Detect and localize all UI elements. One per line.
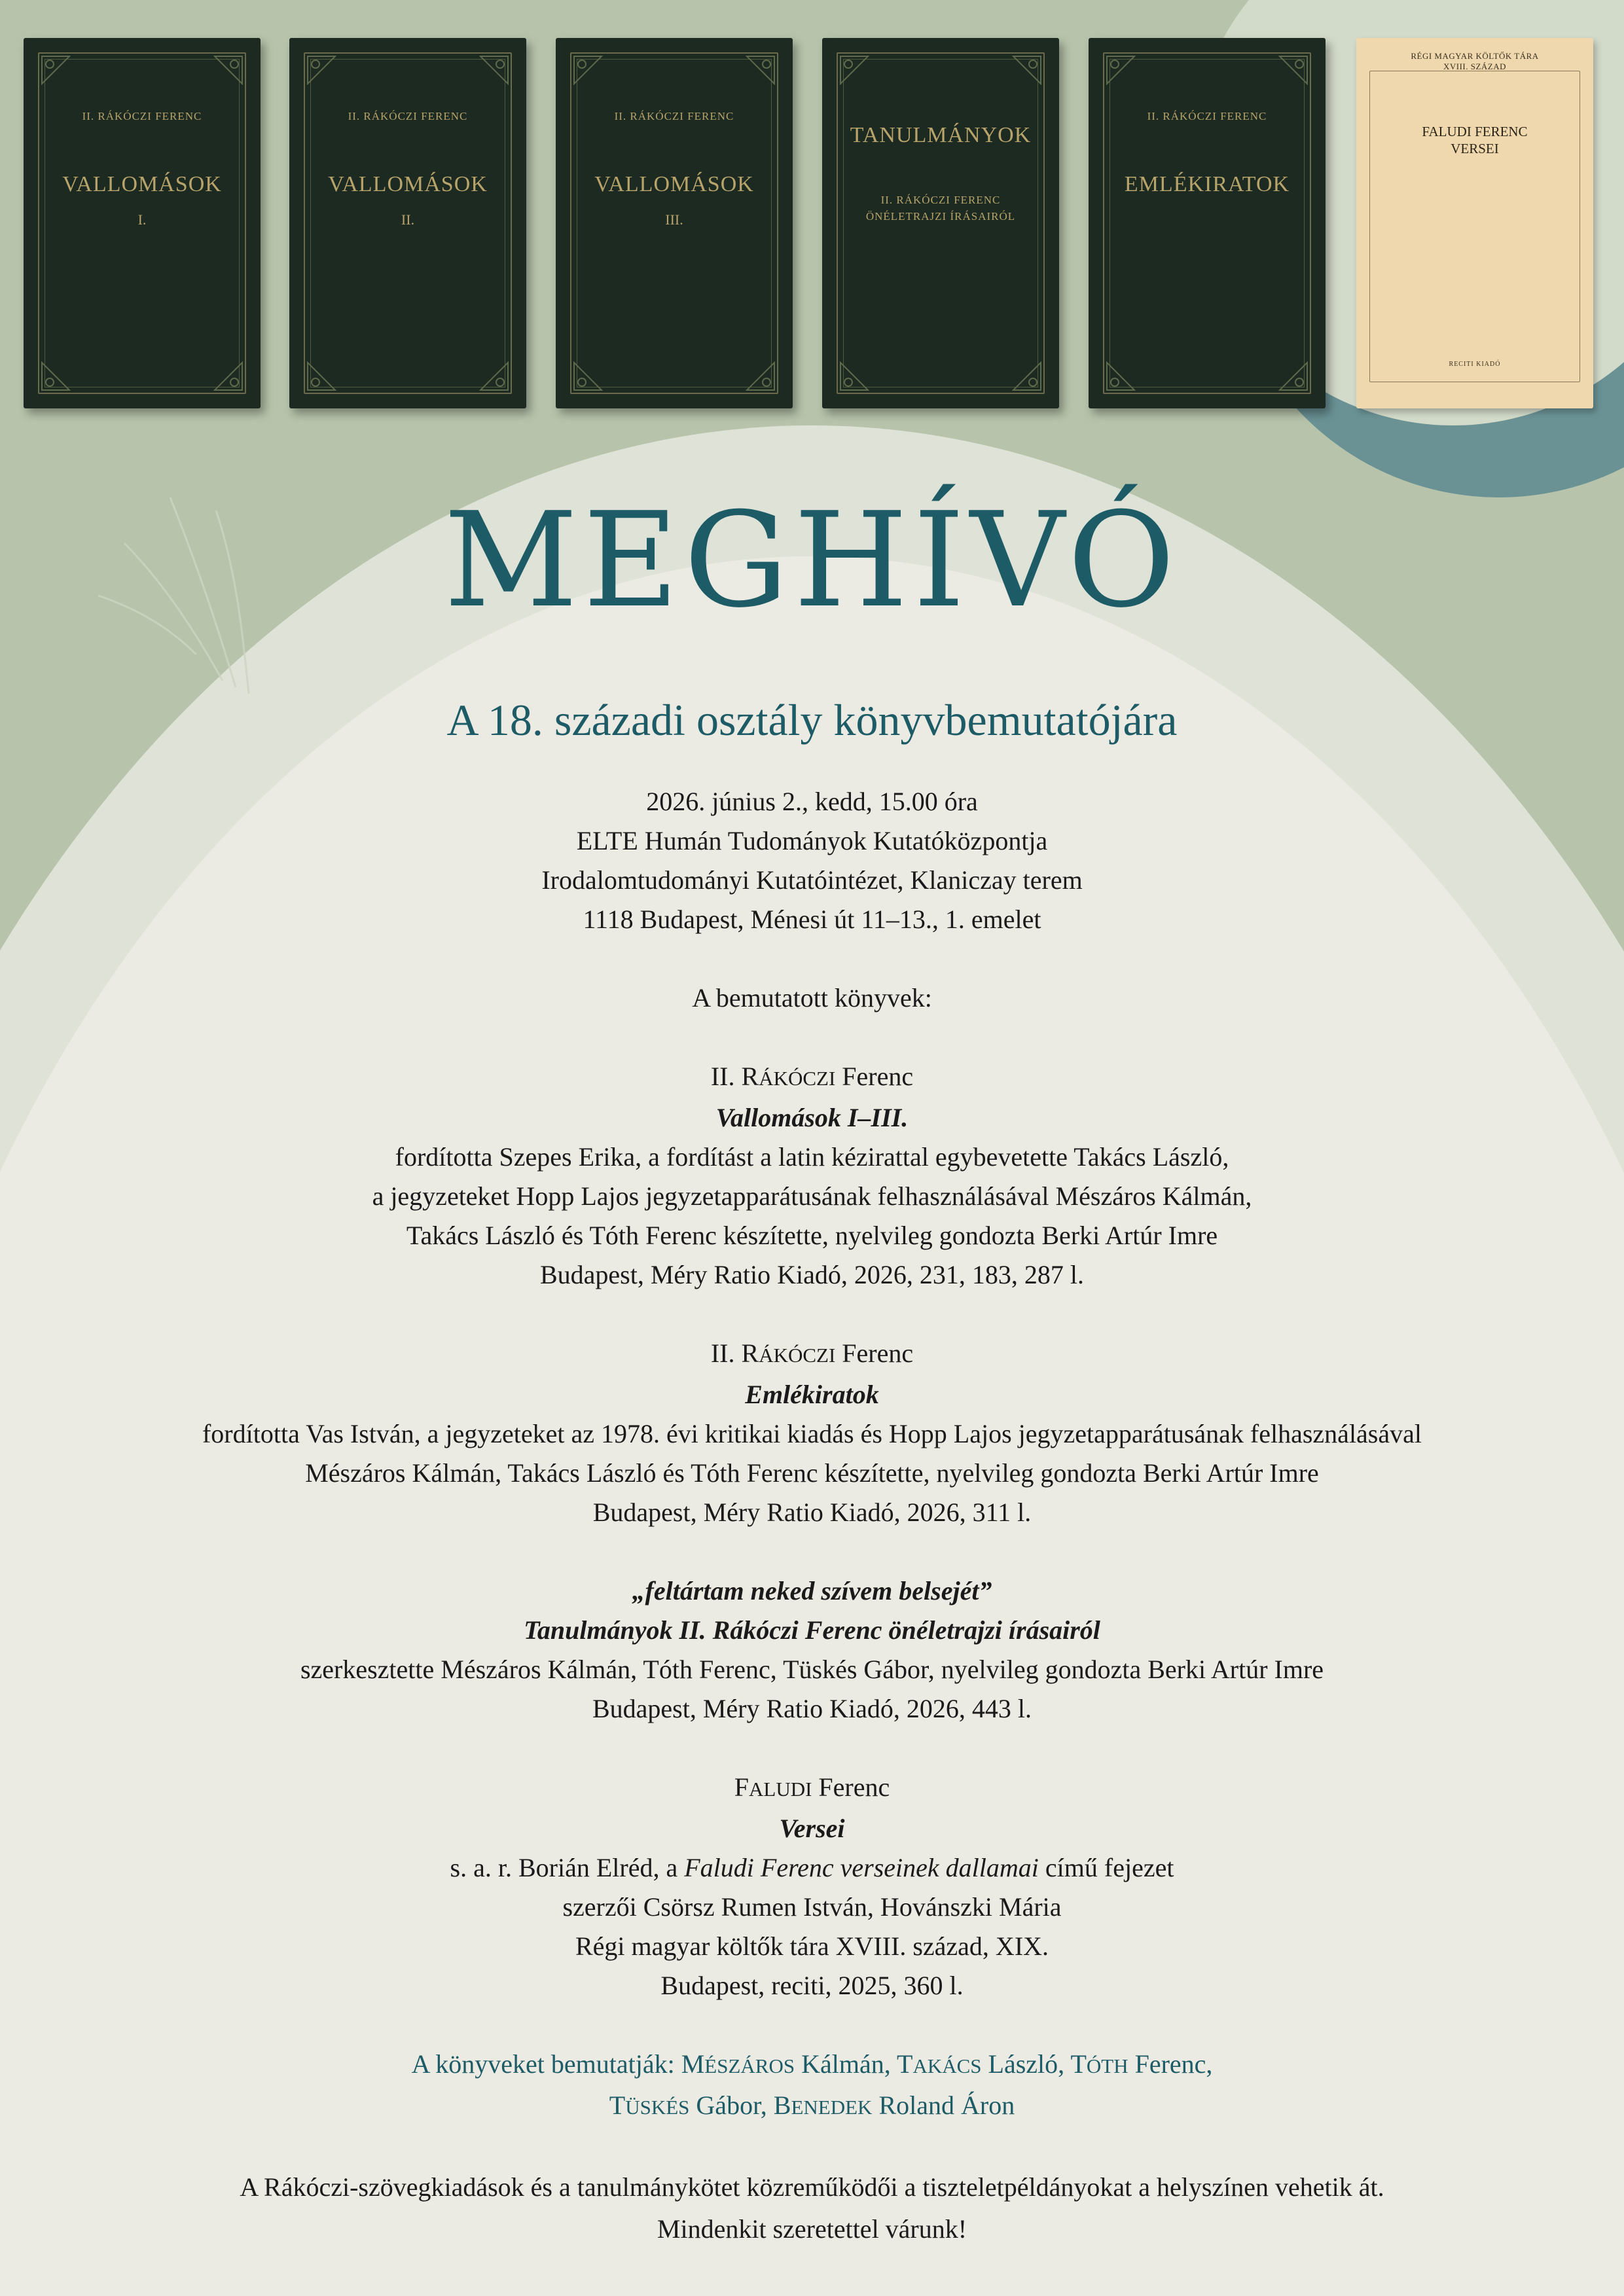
series-line: RÉGI MAGYAR KÖLTŐK TÁRA	[1411, 51, 1539, 61]
presenters-line: A könyveket bemutatják: MÉSZÁROS Kálmán, TAKÁCS László, TÓTH Ferenc,	[411, 2049, 1213, 2079]
entry-author: II. RÁKÓCZI Ferenc	[710, 1338, 914, 1368]
entry-author: FALUDI Ferenc	[734, 1772, 890, 1802]
page-title: MEGHÍVÓ	[444, 484, 1180, 637]
ornament-icon	[1106, 55, 1136, 85]
book-entry-vallomasok	[52, 1057, 1572, 1295]
book-cover-emlekiratok	[1089, 38, 1326, 408]
book-cover-faludi	[1356, 38, 1593, 408]
book-author: II. RÁKÓCZI FERENC	[1147, 110, 1267, 122]
entry-title: Vallomások I–III.	[715, 1103, 909, 1132]
page-subtitle: A 18. századi osztály könyvbemutatójára	[446, 695, 1178, 745]
welcome-note: Mindenkit szeretettel várunk!	[657, 2214, 967, 2244]
entry-line: a jegyzeteket Hopp Lajos jegyzetapparátusának felhasználásával Mészáros Kálmán,	[372, 1181, 1252, 1211]
book-title: VALLOMÁSOK	[62, 172, 222, 196]
book-cover-vallomasok-3	[556, 38, 793, 408]
presenters	[52, 2045, 1572, 2127]
book-author: II. RÁKÓCZI FERENC	[348, 110, 468, 122]
book-author: II. RÁKÓCZI FERENC	[82, 110, 202, 122]
entry-title: Versei	[779, 1814, 845, 1843]
event-institution: ELTE Humán Tudományok Kutatóközpontja	[576, 826, 1048, 855]
entry-line: Budapest, Méry Ratio Kiadó, 2026, 443 l.	[592, 1694, 1032, 1723]
entry-line: fordította Szepes Erika, a fordítást a latin kézirattal egybevetette Takács László,	[395, 1142, 1229, 1172]
entry-line: szerzői Csörsz Rumen István, Hovánszki Mária	[562, 1892, 1062, 1922]
book-entry-emlekiratok	[52, 1334, 1572, 1532]
book-cover-tanulmanyok	[822, 38, 1059, 408]
book-cover-vallomasok-1	[24, 38, 261, 408]
entry-line: Budapest, reciti, 2025, 360 l.	[660, 1971, 964, 2000]
entry-line: Mészáros Kálmán, Takács László és Tóth Ferenc készítette, nyelvileg gondozta Berki Artúr Imre	[305, 1458, 1319, 1488]
entry-line: Régi magyar költők tára XVIII. század, XIX.	[575, 1931, 1049, 1961]
entry-line: Budapest, Méry Ratio Kiadó, 2026, 311 l.	[592, 1498, 1032, 1527]
book-cover-vallomasok-2	[289, 38, 526, 408]
book-title	[1356, 123, 1593, 157]
book-subtitle: II. RÁKÓCZI FERENC ÖNÉLETRAJZI ÍRÁSAIRÓL	[865, 194, 1016, 223]
entry-line: fordította Vas István, a jegyzeteket az 1978. évi kritikai kiadás és Hopp Lajos jegyzetapparátusának felhasználásával	[202, 1419, 1422, 1448]
closing-note: A Rákóczi-szövegkiadások és a tanulmánykötet közreműködői a tiszteletpéldányokat a helyszínen vehetik át.	[240, 2172, 1384, 2202]
entry-quote-title: „feltártam neked szívem belsejét”	[632, 1576, 992, 1605]
entry-title: Emlékiratok	[745, 1380, 879, 1409]
book-title: VALLOMÁSOK	[328, 172, 488, 196]
book-title: TANULMÁNYOK	[850, 123, 1032, 147]
title-line: FALUDI FERENC	[1422, 124, 1528, 139]
books-heading: A bemutatott könyvek:	[692, 983, 932, 1013]
book-series	[1356, 51, 1593, 72]
book-entry-faludi	[52, 1768, 1572, 2005]
event-datetime: 2026. június 2., kedd, 15.00 óra	[646, 787, 978, 816]
book-volume: II.	[401, 211, 415, 228]
book-volume: I.	[137, 211, 147, 228]
book-entry-tanulmanyok	[52, 1571, 1572, 1729]
title-line: VERSEI	[1451, 141, 1499, 156]
invitation-body	[52, 782, 1572, 2250]
event-address: 1118 Budapest, Ménesi út 11–13., 1. emelet	[583, 905, 1041, 934]
ornament-icon	[306, 55, 336, 85]
book-publisher: RECITI KIADÓ	[1449, 361, 1501, 368]
event-details	[52, 782, 1572, 939]
series-line: XVIII. SZÁZAD	[1443, 62, 1507, 71]
entry-line: s. a. r. Borián Elréd, a Faludi Ferenc verseinek dallamai című fejezet	[450, 1853, 1174, 1882]
event-room: Irodalomtudományi Kutatóintézet, Klaniczay terem	[541, 865, 1083, 895]
entry-author: II. RÁKÓCZI Ferenc	[710, 1062, 914, 1091]
book-covers	[0, 38, 1624, 411]
entry-line: Budapest, Méry Ratio Kiadó, 2026, 231, 183, 287 l.	[539, 1260, 1085, 1289]
ornament-icon	[839, 55, 869, 85]
entry-line: szerkesztette Mészáros Kálmán, Tóth Ferenc, Tüskés Gábor, nyelvileg gondozta Berki Artúr Imre	[300, 1655, 1324, 1684]
ornament-icon	[573, 55, 603, 85]
book-volume: III.	[665, 211, 683, 228]
book-title: EMLÉKIRATOK	[1124, 172, 1290, 196]
book-author: II. RÁKÓCZI FERENC	[614, 110, 734, 122]
book-title: VALLOMÁSOK	[594, 172, 754, 196]
presenters-line: TÜSKÉS Gábor, BENEDEK Roland Áron	[609, 2090, 1015, 2120]
entry-title: Tanulmányok II. Rákóczi Ferenc önéletrajzi írásairól	[524, 1615, 1100, 1645]
entry-line: Takács László és Tóth Ferenc készítette, nyelvileg gondozta Berki Artúr Imre	[406, 1221, 1218, 1250]
ornament-icon	[41, 55, 71, 85]
